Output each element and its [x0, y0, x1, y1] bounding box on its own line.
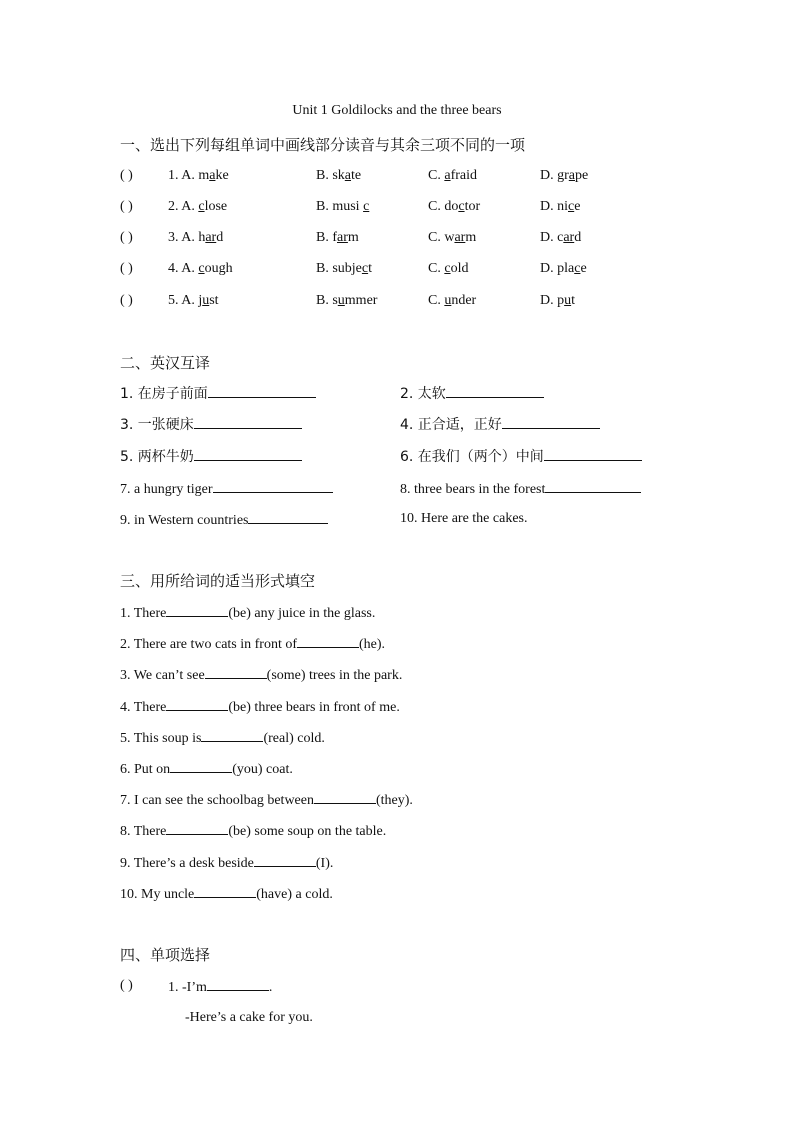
translation-item-left — [120, 509, 328, 531]
option-c-ul: c — [444, 261, 451, 276]
option-d — [540, 199, 580, 214]
option-a-post: ke — [215, 168, 229, 183]
section1-heading: 一、选出下列每组单词中画线部分读音与其余三项不同的一项 — [120, 136, 526, 154]
option-b-pre: B. sk — [316, 168, 345, 183]
option-a — [198, 168, 228, 183]
option-d-post: t — [571, 293, 576, 308]
answer-blank[interactable] — [254, 852, 316, 867]
question-hint: (have) a cold. — [256, 886, 333, 902]
option-a-post: lose — [204, 199, 228, 214]
answer-blank[interactable] — [314, 789, 376, 804]
option-b — [316, 261, 372, 276]
question-hint: (be) three bears in front of me. — [228, 699, 400, 715]
option-b-ul: c — [361, 261, 369, 276]
translation-prompt: 5. 两杯牛奶 — [120, 449, 194, 465]
option-a-ul: ar — [205, 230, 217, 245]
question-number-text: 1. A. — [168, 168, 195, 183]
option-c-post: fraid — [450, 168, 477, 183]
mc-question-1-prefix: 1. -I’m — [168, 980, 207, 995]
option-a-post: d — [216, 230, 224, 245]
option-d — [540, 230, 581, 245]
question-hint: (you) coat. — [232, 762, 293, 777]
option-a — [198, 293, 218, 308]
translation-item-left — [120, 414, 302, 435]
option-c-cell — [428, 291, 476, 311]
question-text: 2. There are two cats in front of — [120, 637, 298, 653]
answer-paren[interactable]: ( ) — [120, 230, 133, 245]
question-hint: (they). — [375, 793, 413, 809]
option-c — [428, 230, 476, 245]
translation-prompt: 1. 在房子前面 — [120, 386, 208, 402]
option-c — [428, 293, 476, 308]
answer-blank[interactable] — [194, 414, 302, 429]
option-c-ul: c — [458, 199, 465, 214]
question-text: 7. I can see the schoolbag between — [120, 793, 314, 809]
option-d-cell — [540, 259, 587, 279]
translation-prompt: 4. 正合适，正好 — [400, 417, 502, 433]
option-a-pre: h — [198, 230, 206, 245]
answer-blank[interactable] — [248, 509, 328, 524]
option-b-ul: a — [344, 168, 352, 183]
option-d-cell — [540, 166, 588, 186]
option-a-pre: j — [198, 293, 203, 308]
answer-blank[interactable] — [205, 664, 267, 679]
option-c — [428, 168, 477, 183]
option-d-cell — [540, 197, 580, 217]
option-a-ul: c — [198, 261, 205, 276]
option-b-ul: u — [337, 293, 345, 308]
answer-blank[interactable] — [545, 478, 641, 493]
answer-paren[interactable]: ( ) — [120, 199, 133, 214]
option-d-ul: c — [574, 261, 581, 276]
option-c-ul: ar — [454, 230, 466, 245]
option-d-cell — [540, 228, 581, 248]
option-d-post: e — [574, 199, 581, 214]
answer-blank[interactable] — [201, 727, 263, 742]
question-number-text: 2. A. — [168, 199, 195, 214]
option-d — [540, 168, 588, 183]
option-a-ul: u — [202, 293, 210, 308]
option-c-pre: C. w — [428, 230, 455, 245]
answer-blank[interactable] — [446, 383, 544, 398]
translation-prompt: 8. three bears in the forest — [400, 482, 546, 497]
option-b — [316, 230, 359, 245]
option-c-post: nder — [451, 293, 477, 308]
option-b-cell — [316, 166, 361, 186]
option-c-ul: a — [444, 168, 451, 183]
option-d-ul: c — [568, 199, 575, 214]
fill-blank-question — [120, 602, 375, 622]
translation-item-right — [400, 383, 544, 404]
translation-item-right — [400, 414, 600, 435]
translation-prompt: 6. 在我们（两个）中间 — [400, 449, 544, 465]
fill-blank-question — [120, 883, 333, 903]
option-a-ul: a — [209, 168, 216, 183]
option-c-pre: C. — [428, 168, 445, 183]
translation-item-left — [120, 446, 302, 467]
option-a-ul: c — [198, 199, 205, 214]
question-number-text: 3. A. — [168, 230, 195, 245]
option-b-pre: B. s — [316, 293, 338, 308]
question-text: 8. There — [120, 824, 167, 840]
question-text: 9. There’s a desk beside — [120, 855, 254, 871]
question-hint: (be) some soup on the table. — [228, 824, 387, 840]
option-a — [198, 261, 232, 276]
question-number — [168, 197, 227, 217]
option-d-pre: D. pla — [540, 261, 575, 276]
option-c — [428, 261, 468, 276]
question-number — [168, 166, 229, 186]
option-b-cell — [316, 291, 377, 311]
option-c-pre: C. do — [428, 199, 459, 214]
option-d-post: d — [574, 230, 582, 245]
question-text: 5. This soup is — [120, 730, 202, 746]
question-number-text: 4. A. — [168, 261, 195, 276]
answer-blank[interactable] — [194, 446, 302, 461]
option-c — [428, 199, 480, 214]
option-d-ul: u — [564, 293, 572, 308]
answer-blank[interactable] — [207, 976, 269, 991]
option-b — [316, 293, 377, 308]
option-d-pre: D. ni — [540, 199, 568, 214]
question-hint: (I). — [315, 855, 334, 871]
option-d-pre: D. p — [540, 293, 565, 308]
question-text: 4. There — [120, 699, 167, 715]
answer-blank[interactable] — [166, 820, 228, 835]
option-a-pre: m — [198, 168, 210, 183]
answer-blank[interactable] — [213, 478, 333, 493]
option-c-pre: C. — [428, 261, 445, 276]
option-d-pre: D. c — [540, 230, 564, 245]
option-c-cell — [428, 197, 480, 217]
translation-item-left — [120, 478, 333, 500]
translation-prompt: 7. a hungry tiger — [120, 482, 213, 497]
answer-blank[interactable] — [166, 602, 228, 617]
option-b-post: te — [351, 168, 362, 183]
option-a-post: st — [209, 293, 219, 308]
translation-prompt: 10. Here are the cakes. — [400, 511, 528, 526]
option-d-ul: ar — [563, 230, 575, 245]
option-c-post: old — [450, 261, 469, 276]
option-b-cell — [316, 259, 372, 279]
question-number-text: 5. A. — [168, 293, 195, 308]
option-d — [540, 261, 587, 276]
option-b-pre: B. f — [316, 230, 337, 245]
question-hint: (some) trees in the park. — [266, 668, 403, 684]
option-b — [316, 168, 361, 183]
mc-question-1-text — [168, 976, 272, 998]
translation-prompt: 9. in Western countries — [120, 513, 249, 528]
question-hint: (real) cold. — [263, 730, 325, 746]
question-text: 3. We can’t see — [120, 668, 205, 684]
section2-heading: 二、英汉互译 — [120, 354, 211, 372]
option-b-post: mmer — [344, 293, 378, 308]
option-c-ul: u — [444, 293, 452, 308]
fill-blank-question — [120, 852, 333, 872]
question-hint: (he). — [359, 637, 386, 653]
fill-blank-question — [120, 758, 293, 778]
option-b-ul: c — [363, 199, 370, 214]
option-c-post: m — [465, 230, 477, 245]
worksheet-title: Unit 1 Goldilocks and the three bears — [292, 103, 502, 118]
option-c-cell — [428, 259, 468, 279]
answer-blank[interactable] — [170, 758, 232, 773]
option-c-post: tor — [464, 199, 481, 214]
question-number — [168, 228, 223, 248]
answer-blank[interactable] — [194, 883, 256, 898]
option-c-cell — [428, 228, 476, 248]
translation-item-left — [120, 383, 316, 404]
answer-blank[interactable] — [166, 696, 228, 711]
option-a — [198, 199, 227, 214]
fill-blank-question — [120, 633, 385, 653]
option-a-post: ough — [204, 261, 233, 276]
answer-blank[interactable] — [297, 633, 359, 648]
option-d-cell — [540, 291, 575, 311]
answer-blank[interactable] — [544, 446, 642, 461]
translation-prompt: 3. 一张硬床 — [120, 417, 194, 433]
option-d-ul: a — [568, 168, 575, 183]
fill-blank-question — [120, 820, 386, 840]
option-d-post: pe — [575, 168, 589, 183]
answer-paren[interactable]: ( ) — [120, 293, 133, 308]
mc-question-1-suffix: . — [268, 980, 273, 995]
option-b-cell — [316, 228, 359, 248]
question-text: 10. My uncle — [120, 886, 195, 902]
answer-blank[interactable] — [208, 383, 316, 398]
answer-paren[interactable]: ( ) — [120, 261, 133, 276]
fill-blank-question — [120, 727, 325, 747]
answer-blank[interactable] — [502, 414, 600, 429]
section4-heading: 四、单项选择 — [120, 946, 211, 964]
option-b-pre: B. musi — [316, 199, 364, 214]
translation-item-right — [400, 509, 527, 529]
translation-prompt: 2. 太软 — [400, 386, 446, 402]
option-d — [540, 293, 575, 308]
option-c-pre: C. — [428, 293, 445, 308]
option-b — [316, 199, 369, 214]
question-number — [168, 259, 233, 279]
question-number — [168, 291, 219, 311]
option-b-pre: B. subje — [316, 261, 362, 276]
fill-blank-question — [120, 696, 400, 716]
fill-blank-question — [120, 789, 413, 809]
answer-paren[interactable]: ( ) — [120, 978, 133, 993]
option-b-post: m — [347, 230, 359, 245]
fill-blank-question — [120, 664, 402, 684]
question-hint: (be) any juice in the glass. — [228, 606, 376, 621]
option-b-post: t — [368, 261, 372, 276]
question-text: 1. There — [120, 606, 167, 621]
section3-heading: 三、用所给词的适当形式填空 — [120, 572, 316, 590]
translation-item-right — [400, 478, 641, 500]
option-b-cell — [316, 197, 369, 217]
translation-item-right — [400, 446, 642, 467]
option-b-ul: ar — [337, 230, 348, 245]
option-d-post: e — [580, 261, 587, 276]
option-c-cell — [428, 166, 477, 186]
option-a — [198, 230, 223, 245]
option-d-pre: D. gr — [540, 168, 569, 183]
answer-paren[interactable]: ( ) — [120, 168, 133, 183]
question-text: 6. Put on — [120, 762, 171, 777]
mc-question-1-line2: -Here’s a cake for you. — [185, 1010, 313, 1025]
